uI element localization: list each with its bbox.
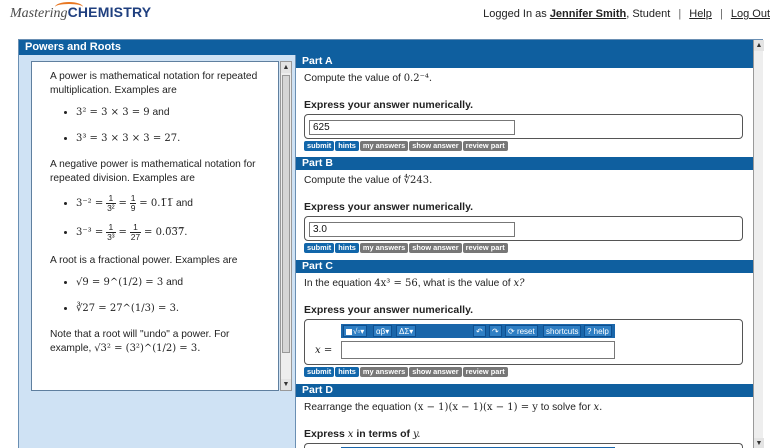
my-answers-button[interactable]: my answers [360, 243, 408, 253]
parts-panel [296, 55, 753, 448]
separator: | [719, 8, 723, 20]
example-tail: and [166, 277, 184, 288]
part-b-title: Part B [296, 157, 753, 170]
part-b-instruction: Express your answer numerically. [304, 201, 474, 213]
part-c [296, 260, 753, 378]
hints-button[interactable]: hints [335, 141, 359, 151]
part-b-answer-box [304, 216, 743, 241]
hints-button[interactable]: hints [335, 367, 359, 377]
example-math: ∛27 = 27^(1/3) = 3. [76, 303, 180, 314]
review-part-button[interactable]: review part [463, 243, 508, 253]
part-d [296, 384, 753, 448]
negative-power-examples [76, 194, 268, 242]
my-answers-button[interactable]: my answers [360, 367, 408, 377]
symbols-button[interactable]: ΔΣ▾ [396, 325, 416, 337]
separator: | [678, 8, 682, 20]
example-math: 3² = 3 × 3 = 9 [76, 107, 150, 118]
part-a-title: Part A [296, 55, 753, 68]
scroll-thumb[interactable] [282, 75, 290, 353]
reset-button[interactable]: ⟳ reset [505, 325, 538, 337]
intro-paragraph-1: A power is mathematical notation for repeated multiplication. Examples are [50, 71, 258, 96]
submit-button[interactable]: submit [304, 243, 334, 253]
logged-in-prefix: Logged In as [483, 8, 547, 20]
logout-link[interactable]: Log Out [730, 8, 770, 20]
help-button[interactable]: ? help [584, 325, 612, 337]
part-b-button-row [304, 243, 745, 254]
example-math: 3⁻² = [76, 198, 104, 210]
help-link[interactable]: Help [689, 8, 712, 20]
part-a [296, 55, 753, 152]
part-a-instruction: Express your answer numerically. [304, 99, 474, 111]
part-d-answer-box [304, 443, 743, 448]
show-answer-button[interactable]: show answer [409, 141, 461, 151]
user-role: , Student [626, 8, 671, 20]
part-b [296, 157, 753, 254]
math-toolbar [341, 324, 615, 338]
example-item [76, 302, 268, 316]
power-examples [76, 106, 268, 146]
title-bar-right [295, 40, 753, 55]
problem-title: Powers and Roots [19, 40, 295, 55]
example-math: 3³ = 3 × 3 × 3 = 27. [76, 133, 181, 144]
fraction: $\frac{1}{\text{3³}}$ [107, 222, 115, 242]
example-math: 3⁻³ = [76, 227, 104, 239]
fraction: $\frac{1}{\text{3²}}$ [107, 193, 115, 213]
greek-button[interactable]: αβ▾ [373, 325, 392, 337]
show-answer-button[interactable]: show answer [409, 367, 461, 377]
example-item [76, 276, 268, 290]
part-c-title: Part C [296, 260, 753, 273]
my-answers-button[interactable]: my answers [360, 141, 408, 151]
intro-content [32, 62, 278, 356]
part-c-question: In the equation 4x³ = 56, what is the value of x? [304, 278, 525, 289]
user-bar [483, 8, 770, 20]
root-examples [76, 276, 268, 316]
submit-button[interactable]: submit [304, 141, 334, 151]
intro-paragraph-4: Note that a root will "undo" a power. For example, √3² = (3²)^(1/2) = 3. [50, 329, 230, 354]
part-a-button-row [304, 141, 745, 152]
part-a-question: Compute the value of 0.2⁻⁴. [304, 73, 433, 84]
submit-button[interactable]: submit [304, 367, 334, 377]
scroll-down-icon[interactable]: ▼ [755, 440, 763, 447]
header [0, 0, 780, 30]
example-item [76, 132, 268, 146]
scroll-down-icon[interactable]: ▼ [282, 381, 290, 388]
part-a-answer-input[interactable] [309, 120, 515, 135]
part-c-button-row [304, 367, 745, 378]
logo-chemistry-text: CHEMISTRY [67, 4, 152, 20]
intro-paragraph-3: A root is a fractional power. Examples are [50, 255, 238, 266]
show-answer-button[interactable]: show answer [409, 243, 461, 253]
parts-scrollbar[interactable] [753, 40, 763, 448]
assignment-frame [18, 39, 763, 448]
part-a-answer-box [304, 114, 743, 139]
shortcuts-button[interactable]: shortcuts [543, 325, 581, 337]
fraction: $\frac{1}{9}$ [130, 193, 136, 213]
part-c-instruction: Express your answer numerically. [304, 304, 474, 316]
example-math: = 0.1̅1̅ [139, 198, 174, 210]
part-c-answer-box [304, 319, 743, 365]
example-math: = 0.0̅3̅7̅. [144, 227, 188, 239]
part-b-question: Compute the value of ∜243. [304, 175, 433, 186]
review-part-button[interactable]: review part [463, 367, 508, 377]
undo-icon[interactable]: ↶ [473, 325, 486, 337]
example-item [76, 106, 268, 120]
logo-swoosh-icon [55, 2, 83, 12]
intro-text-box [31, 61, 279, 391]
example-math: √9 = 9^(1/2) = 3 [76, 277, 164, 288]
review-part-button[interactable]: review part [463, 141, 508, 151]
intro-panel [19, 55, 296, 448]
part-c-formula-input[interactable] [341, 341, 615, 359]
part-d-title: Part D [296, 384, 753, 397]
example-item: • 3⁻² = $\frac{1}{\text{3²}}$ = $\frac{1}{9}$ = 0.1̅1̅ and [76, 194, 268, 213]
redo-icon[interactable]: ↷ [489, 325, 502, 337]
user-name-link[interactable]: Jennifer Smith [549, 8, 627, 20]
part-b-answer-input[interactable] [309, 222, 515, 237]
fraction: $\frac{1}{27}$ [130, 222, 141, 242]
scroll-up-icon[interactable]: ▲ [755, 42, 763, 49]
templates-button[interactable]: √▫▾ [343, 325, 367, 337]
intro-paragraph-2: A negative power is mathematical notation for repeated division. Examples are [50, 159, 256, 184]
part-c-variable-label: x = [315, 345, 333, 356]
hints-button[interactable]: hints [335, 243, 359, 253]
intro-scrollbar[interactable] [280, 61, 292, 391]
logo-mastering-text: Mastering [10, 6, 68, 21]
part-d-question: Rearrange the equation (x − 1)(x − 1)(x − 1) = y to solve for x. [304, 402, 603, 413]
mastering-chemistry-logo[interactable] [10, 4, 151, 24]
scroll-up-icon[interactable]: ▲ [282, 64, 290, 71]
example-item: • 3⁻³ = $\frac{1}{\text{3³}}$ = $\frac{1}{27}$ = 0.0̅3̅7̅. [76, 223, 268, 242]
part-d-instruction: Express x in terms of y. [304, 428, 421, 440]
example-tail: and [152, 107, 170, 118]
example-tail: and [175, 198, 193, 210]
